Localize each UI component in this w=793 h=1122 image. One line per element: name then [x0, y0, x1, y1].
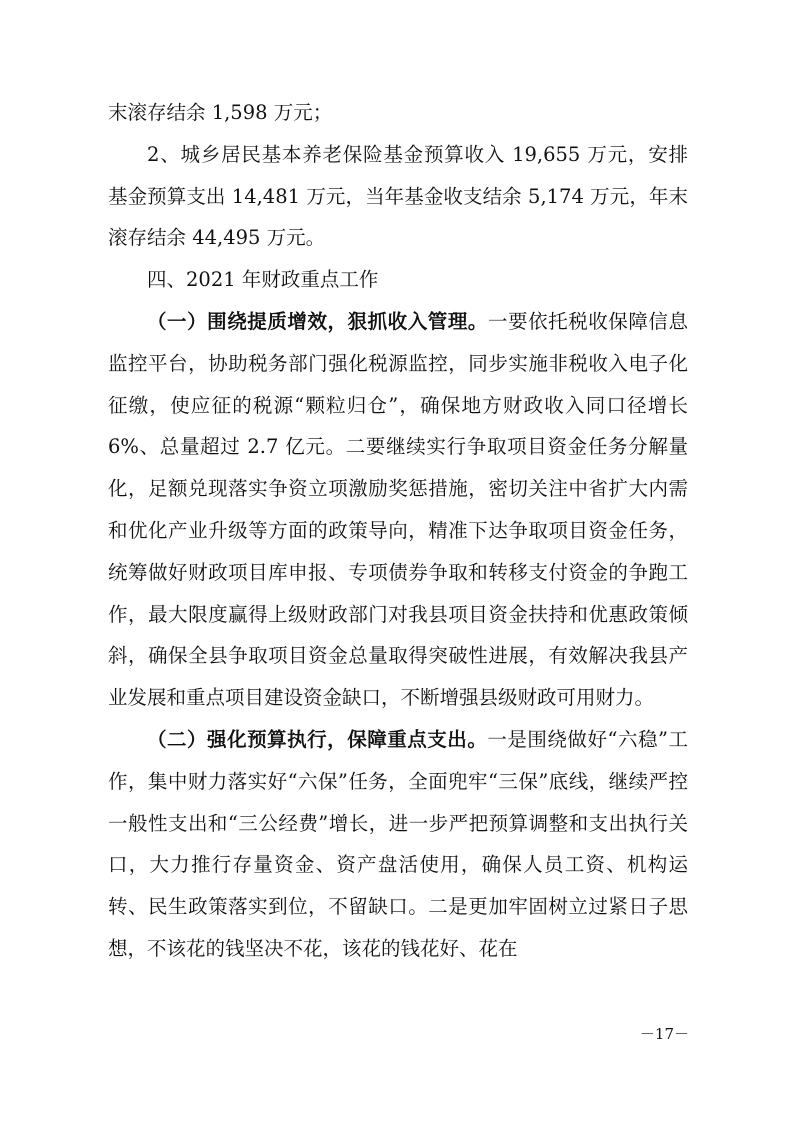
paragraph-text-1: 一要依托税收保障信息监控平台，协助税务部门强化税源监控，同步实施非税收入电子化征缴，使应征的税源“颗粒归仓”，确保地方财政收入同口径增长 6%、总量超过 2.7 亿元。二要继续实行争取项目资金任务分解量化，足额兑现落实争资立项激励奖惩措施，密切关注中省扩大内需和优化产业升级等方面的政策导向，精准下达争取项目资金任务，统筹做好财政项目库申报、专项债券争取和转移支付资金的争跑工作，最大限度赢得上级财政部门对我县项目资金扶持和优惠政策倾斜，确保全县争取项目资金总量取得突破性进展，有效解决我县产业发展和重点项目建设资金缺口，不断增强县级财政可用财力。	[108, 309, 688, 710]
paragraph-continuation: 末滚存结余 1,598 万元；	[108, 101, 333, 124]
paragraph-pension-fund: 2、城乡居民基本养老保险基金预算收入 19,655 万元，安排基金预算支出 14,481 万元，当年基金收支结余 5,174 万元，年末滚存结余 44,495 万元。	[108, 142, 688, 250]
document-body	[108, 92, 688, 970]
subsection-heading-2: （二）强化预算执行，保障重点支出。	[147, 727, 488, 751]
page-number: －17－	[639, 1025, 689, 1043]
paragraph-budget-execution	[108, 719, 688, 970]
subsection-heading-1: （一）围绕提质增效，狠抓收入管理。	[147, 309, 488, 333]
section-heading: 四、2021 年财政重点工作	[147, 268, 379, 292]
paragraph-revenue-management	[108, 301, 688, 719]
paragraph-text-2: 一是围绕做好“六稳”工作，集中财力落实好“六保”任务，全面兜牢“三保”底线，继续严控一般性支出和“三公经费”增长，进一步严把预算调整和支出执行关口，大力推行存量资金、资产盘活使用，确保人员工资、机构运转、民生政策落实到位，不留缺口。二是更加牢固树立过紧日子思想，不该花的钱坚决不花，该花的钱花好、花在	[108, 727, 688, 960]
